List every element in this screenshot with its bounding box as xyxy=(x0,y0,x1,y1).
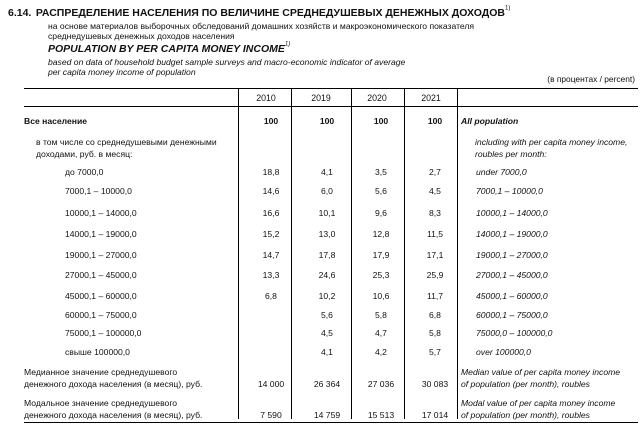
cell-2021: 17 014 xyxy=(421,410,449,420)
cell-2021: 5,8 xyxy=(429,328,441,338)
row-label-ru-line2: денежного дохода населения (в месяц), руб. xyxy=(24,379,203,389)
cell-2020: 25,3 xyxy=(372,270,390,280)
cell-2021: 25,9 xyxy=(426,270,444,280)
cell-2019: 17,8 xyxy=(318,250,336,260)
year-header-2019: 2019 xyxy=(311,93,331,103)
year-header-2021: 2021 xyxy=(421,93,441,103)
header-bottom-rule xyxy=(24,106,638,107)
cell-2021: 4,5 xyxy=(429,186,441,196)
cell-2010: 100 xyxy=(263,116,279,126)
row-label-en: All population xyxy=(461,116,519,126)
year-header-2020: 2020 xyxy=(367,93,387,103)
row-label-en: 45000,1 – 60000,0 xyxy=(476,291,548,301)
cell-2019: 10,2 xyxy=(318,291,336,301)
cell-2020: 15 513 xyxy=(367,410,395,420)
row-label-ru-line2: доходами, руб. в месяц: xyxy=(36,149,133,159)
row-label-ru: Все население xyxy=(24,116,88,126)
cell-2021: 11,7 xyxy=(426,291,444,301)
row-label-ru-line1: в том числе со среднедушевыми денежными xyxy=(36,137,217,147)
row-label-ru: 75000,1 – 100000,0 xyxy=(65,328,142,338)
table-header-ru xyxy=(8,3,633,41)
cell-2010: 16,6 xyxy=(262,208,280,218)
cell-2021: 100 xyxy=(427,116,443,126)
row-label-en: 7000,1 – 10000,0 xyxy=(476,186,543,196)
cell-2021: 8,3 xyxy=(429,208,441,218)
cell-2020: 27 036 xyxy=(367,379,395,389)
cell-2010: 14,6 xyxy=(262,186,280,196)
cell-2019: 26 364 xyxy=(313,379,341,389)
row-label-en: 19000,1 – 27000,0 xyxy=(476,250,548,260)
row-label-en: 60000,1 – 75000,0 xyxy=(476,310,548,320)
row-label-en-line2: of population (per month), roubles xyxy=(461,379,590,389)
subtitle-ru-line2: среднедушевых денежных доходов населения xyxy=(48,31,235,41)
row-label-en-line1: Median value of per capita money income xyxy=(461,367,621,377)
row-label-ru: 7000,1 – 10000,0 xyxy=(65,186,132,196)
table-title-en: POPULATION BY PER CAPITA MONEY INCOME xyxy=(48,43,285,55)
cell-2020: 17,9 xyxy=(372,250,390,260)
row-label-en-line2: of population (per month), roubles xyxy=(461,410,590,420)
table-bottom-rule xyxy=(24,422,638,423)
cell-2020: 9,6 xyxy=(375,208,387,218)
row-label-ru: 60000,1 – 75000,0 xyxy=(65,310,137,320)
row-label-en: 75000,0 – 100000,0 xyxy=(476,328,553,338)
row-label-en: under 7000,0 xyxy=(476,167,527,177)
title-en-footnote-mark: 1) xyxy=(284,41,291,48)
row-label-ru: 14000,1 – 19000,0 xyxy=(65,229,137,239)
cell-2010: 6,8 xyxy=(265,291,277,301)
row-label-ru: свыше 100000,0 xyxy=(65,347,130,357)
cell-2021: 11,5 xyxy=(426,229,444,239)
cell-2020: 12,8 xyxy=(372,229,390,239)
cell-2019: 100 xyxy=(319,116,335,126)
row-label-ru: 10000,1 – 14000,0 xyxy=(65,208,137,218)
row-label-ru-line1: Медианное значение среднедушевого xyxy=(24,367,178,377)
table-top-rule xyxy=(24,88,638,89)
table-title-ru: РАСПРЕДЕЛЕНИЕ НАСЕЛЕНИЯ ПО ВЕЛИЧИНЕ СРЕДНЕДУШЕВЫХ ДЕНЕЖНЫХ ДОХОДОВ xyxy=(35,7,505,19)
table-number: 6.14. xyxy=(8,7,32,19)
row-label-en: 10000,1 – 14000,0 xyxy=(476,208,548,218)
row-label-en-line2: roubles per month: xyxy=(475,149,547,159)
cell-2019: 4,1 xyxy=(321,167,333,177)
row-label-en: 27000,1 – 45000,0 xyxy=(476,270,548,280)
cell-2019: 4,5 xyxy=(321,328,333,338)
cell-2019: 5,6 xyxy=(321,310,333,320)
unit-label: (в процентах / percent) xyxy=(547,74,635,84)
subtitle-en-line1: based on data of household budget sample surveys and macro-economic indicator of average xyxy=(48,57,406,67)
cell-2020: 10,6 xyxy=(372,291,390,301)
cell-2019: 10,1 xyxy=(318,208,336,218)
cell-2019: 6,0 xyxy=(321,186,333,196)
cell-2020: 5,8 xyxy=(375,310,387,320)
row-label-ru: 19000,1 – 27000,0 xyxy=(65,250,137,260)
cell-2019: 13,0 xyxy=(318,229,336,239)
row-label-en-line1: Modal value of per capita money income xyxy=(461,398,616,408)
column-divider xyxy=(238,89,239,419)
cell-2021: 30 083 xyxy=(421,379,449,389)
row-label-en-line1: including with per capita money income, xyxy=(475,137,628,147)
cell-2020: 4,7 xyxy=(375,328,387,338)
cell-2021: 2,7 xyxy=(429,167,441,177)
cell-2020: 3,5 xyxy=(375,167,387,177)
subtitle-ru-line1: на основе материалов выборочных обследований домашних хозяйств и макроэкономического показателя xyxy=(48,21,475,31)
row-label-ru: 45000,1 – 60000,0 xyxy=(65,291,137,301)
cell-2019: 24,6 xyxy=(318,270,336,280)
row-label-ru-line1: Модальное значение среднедушевого xyxy=(24,398,178,408)
cell-2020: 4,2 xyxy=(375,347,387,357)
cell-2021: 6,8 xyxy=(429,310,441,320)
cell-2010: 14,7 xyxy=(262,250,280,260)
row-label-en: over 100000,0 xyxy=(476,347,531,357)
cell-2021: 5,7 xyxy=(429,347,441,357)
cell-2021: 17,1 xyxy=(426,250,444,260)
cell-2010: 7 590 xyxy=(260,410,282,420)
table-header-en xyxy=(48,39,608,77)
row-label-ru: 27000,1 – 45000,0 xyxy=(65,270,137,280)
subtitle-en-line2: per capita money income of population xyxy=(48,67,196,77)
cell-2010: 18,8 xyxy=(262,167,280,177)
cell-2020: 100 xyxy=(373,116,389,126)
row-label-ru: до 7000,0 xyxy=(65,167,104,177)
year-header-2010: 2010 xyxy=(256,93,276,103)
cell-2019: 14 759 xyxy=(313,410,341,420)
row-label-en: 14000,1 – 19000,0 xyxy=(476,229,548,239)
cell-2010: 14 000 xyxy=(257,379,285,389)
cell-2010: 13,3 xyxy=(262,270,280,280)
row-label-ru-line2: денежного дохода населения (в месяц), руб. xyxy=(24,410,203,420)
cell-2010: 15,2 xyxy=(262,229,280,239)
cell-2019: 4,1 xyxy=(321,347,333,357)
cell-2020: 5,6 xyxy=(375,186,387,196)
title-ru-footnote-mark: 1) xyxy=(505,5,511,12)
